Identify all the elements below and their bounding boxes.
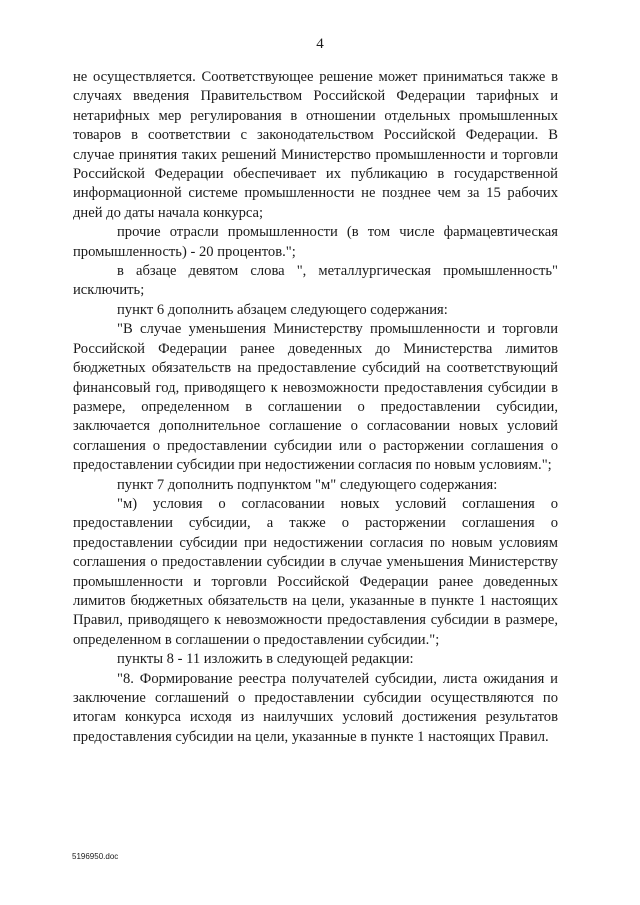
paragraph-point-6-intro: пункт 6 дополнить абзацем следующего содержания: <box>117 301 448 318</box>
paragraph-continuation: не осуществляется. Соответствующее решение может приниматься также в случаях введения Правительством Российской Федерации тарифных и нетарифных мер регулирования в отношении отдельных промышленных товаров в соответствии с законодательством Российской Федерации. В случае принятия таких решений Министерство промышленности и торговли Российской Федерации обеспечивает их публикацию в государственной информационной системе промышленности не позднее чем за 15 рабочих дней до даты начала конкурса; <box>73 69 558 221</box>
paragraph-point-6-text: "В случае уменьшения Министерству промышленности и торговли Российской Федерации ранее доведенных до Министерства лимитов бюджетных обязательств на предоставление субсидий на соответствующий финансовый год, приводящего к невозможности предоставления субсидии в размере, определенном в соглашении о предоставлении субсидии, заключается дополнительное соглашение о согласовании новых условий соглашения о предоставлении субсидии или о расторжении соглашения о предоставлении субсидии при недостижении согласия по новым условиям."; <box>73 321 558 474</box>
paragraph-point-7-m: "м) условия о согласовании новых условий соглашения о предоставлении субсидии, а также о расторжении соглашения о предоставлении субсидии при недостижении согласия по новым условиям соглашения о предоставлении субсидии в случае уменьшения Министерству промышленности и торговли Российской Федерации ранее доведенных лимитов бюджетных обязательств на цели, указанные в пункте 1 настоящих Правил, приводящего к невозможности предоставления субсидии в размере, определенном в соглашении о предоставлении субсидии."; <box>73 495 558 648</box>
paragraph-paragraph-nine: в абзаце девятом слова ", металлургическая промышленность" исключить; <box>73 263 558 299</box>
page-number: 4 <box>316 36 324 52</box>
paragraph-points-8-11-intro: пункты 8 - 11 изложить в следующей редакции: <box>117 651 414 668</box>
document-file-code: 5196950.doc <box>72 852 119 861</box>
paragraph-point-7-intro: пункт 7 дополнить подпунктом "м" следующего содержания: <box>117 476 498 493</box>
document-body <box>73 68 558 747</box>
paragraph-other-industries: прочие отрасли промышленности (в том числе фармацевтическая промышленность) - 20 процентов."; <box>73 224 558 260</box>
paragraph-point-8: "8. Формирование реестра получателей субсидии, листа ожидания и заключение соглашений о предоставлении субсидии осуществляются по итогам конкурса исходя из наилучших условий достижения результатов предоставления субсидии на цели, указанные в пункте 1 настоящих Правил. <box>73 670 558 745</box>
